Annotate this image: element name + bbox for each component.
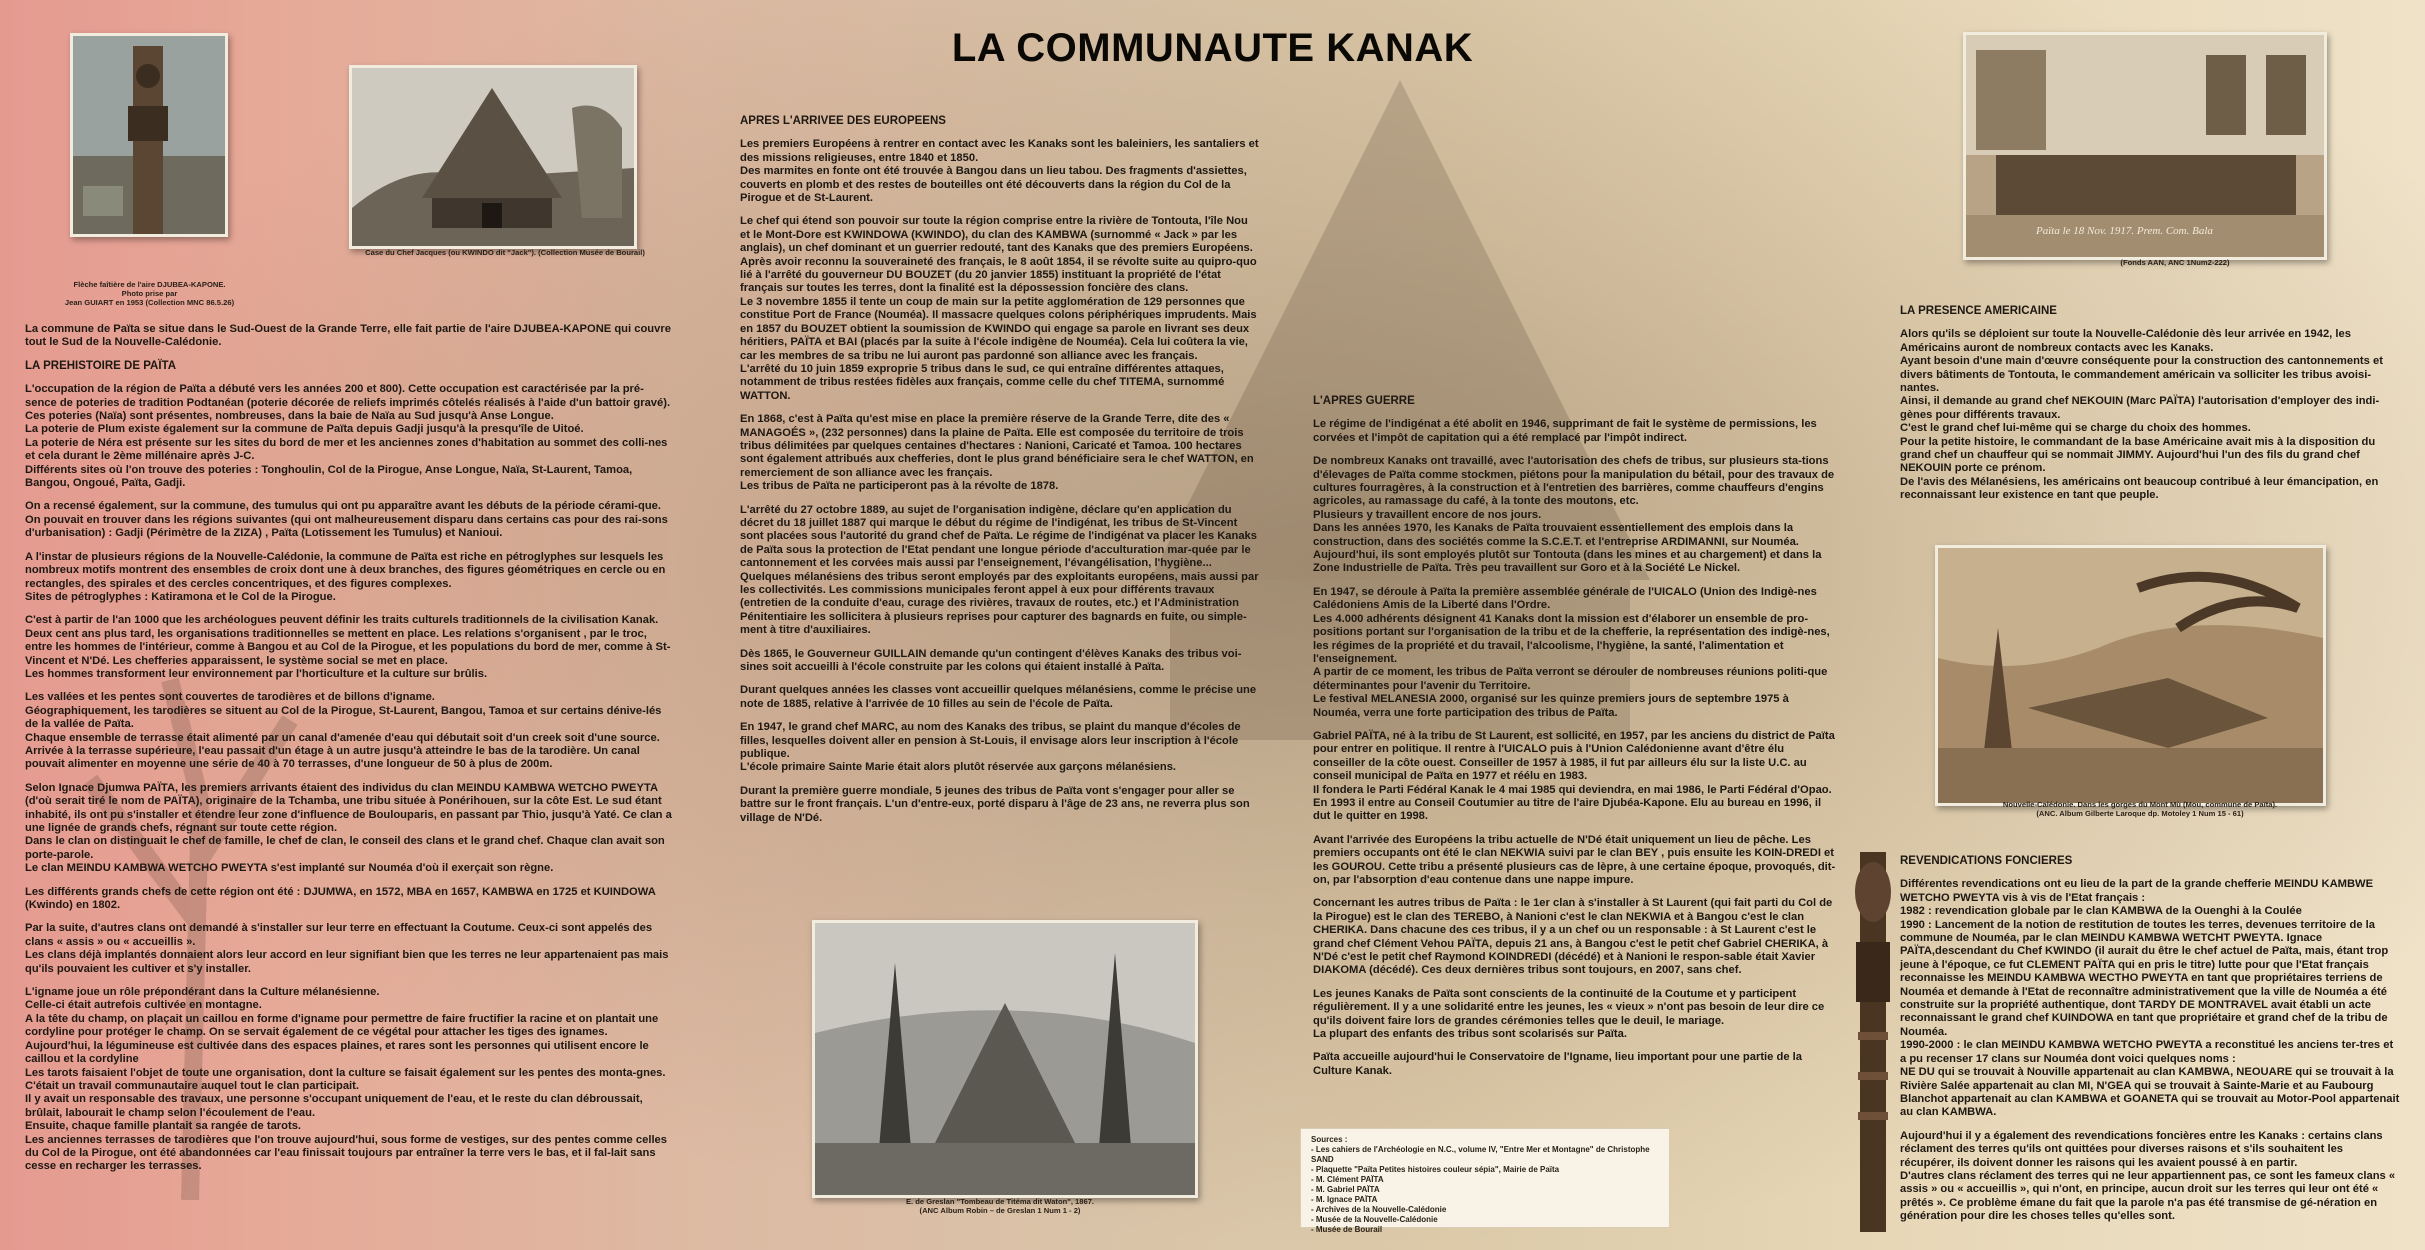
paragraph: Durant quelques années les classes vont accueillir quelques mélanésiens, comme le précise une note de 1885, relative à l'arrivée de 10 filles au sein de l'école de Païta. bbox=[740, 684, 1257, 710]
paragraph: L'occupation de la région de Païta a débuté vers les années 200 et 800). Cette occupation est caractérisée par la pré-sence de poteries de tradition Podtanéan (poterie décorée de reliefs imprimés côtelés réalisés à l'aide d'un battoir gravé). Ces poteries (Naïa) sont présentes, nombreuses, dans la baie de Naïa au Sud jusqu'à Anse Longue. La poterie de Plum existe également sur la commune de Païta depuis Gadji jusqu'à la presqu'île de Uitoé. La poterie de Néra est présente sur les sites du bord de mer et les anciennes zones d'habitation au sommet des colli-nes et cela durant le 2ème millénaire après J-C. Différents sites où l'on trouve des poteries : Tonghoulin, Col de la Pirogue, Anse Longue, Naïa, St-Laurent, Tamoa, Bangou, Ongoué, Païta, Gadji. bbox=[25, 383, 671, 490]
paragraph: En 1868, c'est à Païta qu'est mise en place la première réserve de la Grande Terre, dite des « MANAGOÉS », (232 personnes) dans la plaine de Païta. Elle est composée du territoire de trois tribus délimitées par quelques centaines d'hectares : Nanioni, Caricaté et Tamoa. 100 hectares sont également attribués aux chefferies, dont le plus grand bénéficiaire sera le chef WATTON, en remerciement de son alliance avec les français. Les tribus de Païta ne participeront pas à la révolte de 1878. bbox=[740, 413, 1254, 493]
heading-presence-americaine: LA PRESENCE AMERICAINE bbox=[1900, 305, 2057, 317]
paragraph: Durant la première guerre mondiale, 5 jeunes des tribus de Païta vont s'engager pour aller se battre sur le front français. L'un d'entre-eux, porté disparu à l'âge de 23 ans, ne reverra plus son village de N'Dé. bbox=[740, 784, 1250, 824]
sources-box: Sources : - Les cahiers de l'Archéologie en N.C., volume IV, "Entre Mer et Montagne" de Christophe SAND - Plaquette "Païta Petites histoires couleur sépia", Mairie de Païta - M. Clément PAÏTA - M. Gabriel PAÏTA - M. Ignace PAÏTA - Archives de la Nouvelle-Calédonie - Musée de la Nouvelle-Calédonie - Musée de Bourail bbox=[1300, 1128, 1670, 1228]
heading-prehistoire: LA PREHISTOIRE DE PAÏTA bbox=[25, 359, 177, 372]
column-prehistoire bbox=[25, 323, 675, 1184]
paragraph: Gabriel PAÏTA, né à la tribu de St Laurent, est sollicité, en 1957, par les anciens du district de Païta pour entrer en politique. Il rentre à l'UICALO puis à l'Union Calédonienne avant d'être élu conseiller de la côte ouest. Conseiller de 1957 à 1985, il fut par ailleurs élu sur la liste U.C. au conseil municipal de Païta en 1977 et réélu en 1983. Il fondera le Parti Fédéral Kanak le 4 mai 1985 qui deviendra, en mai 1986, le Parti Fédéral d'Opao. En 1993 il entre au Conseil Coutumier au titre de l'aire Djubéa-Kapone. Elu au bureau en 1996, il dut le quitter en 1998. bbox=[1313, 729, 1835, 823]
caption-case-chef-jacques: Case du Chef Jacques (ou KWINDO dit "Jack"). (Collection Musée de Bourail) bbox=[365, 248, 645, 257]
heading-arrivee-europeens: APRES L'ARRIVEE DES EUROPEENS bbox=[740, 115, 946, 127]
paragraph: En 1947, le grand chef MARC, au nom des Kanaks des tribus, se plaint du manque d'écoles de filles, lesquelles doivent aller en pension à St-Louis, il envisage alors leur inscription à l'école publique. L'école primaire Sainte Marie était alors plutôt réservée aux garçons mélanésiens. bbox=[740, 721, 1241, 774]
column-revendications-foncieres bbox=[1900, 855, 2400, 1234]
paragraph: C'est à partir de l'an 1000 que les archéologues peuvent définir les traits culturels traditionnels de la civilisation Kanak. Deux cent ans plus tard, les organisations traditionnelles se mettent en place. Les relations s'organisent , par le troc, entre les hommes de l'intérieur, comme à Bangou et au Col de la Pirogue, et les populations du bord de mer, comme à St-Vincent et N'Dé. Les chefferies apparaissent, le système social se met en place. Les hommes transforment leur environnement par l'horticulture et la culture sur brûlis. bbox=[25, 614, 671, 680]
paragraph: On a recensé également, sur la commune, des tumulus qui ont pu apparaître avant les débuts de la période cérami-que. On pouvait en trouver dans les régions suivantes (qui ont malheureusement disparu dans certains cas pour des rai-sons d'urbanisation) : Gadji (Périmètre de la ZIZA) , Païta (Lotissement les Tumulus) et Nanioui. bbox=[25, 500, 668, 540]
column-arrivee-europeens bbox=[740, 115, 1260, 835]
paragraph: Païta accueille aujourd'hui le Conservatoire de l'Igname, lieu important pour une partie de la Culture Kanak. bbox=[1313, 1051, 1802, 1077]
caption-gorges-mont-mu: Nouvelle-Calédonie. Dans les gorges du Mont Mù (Mou, commune de Païta). (ANC. Album Gilberte Laroque dp. Motoley 1 Num 15 - 61) bbox=[2002, 800, 2278, 818]
paragraph: Avant l'arrivée des Européens la tribu actuelle de N'Dé était uniquement un lieu de pêche. Les premiers occupants ont été le clan NEKWIA suivi par le clan BEY , puis ensuite les KOIN-DREDI et les GOUROU. Cette tribu a présenté plusieurs cas de lèpre, à une certaine époque, provoqués, dit-on, par l'absorption d'eau contenue dans une nappe impure. bbox=[1313, 833, 1836, 886]
paragraph: Le régime de l'indigénat a été abolit en 1946, supprimant de fait le système de permissions, les corvées et l'impôt de capitation qui a été remplacé par l'impôt indirect. bbox=[1313, 418, 1817, 444]
intro-paragraph: La commune de Païta se situe dans le Sud-Ouest de la Grande Terre, elle fait partie de l'aire DJUBEA-KAPONE qui couvre tout le Sud de la Nouvelle-Calédonie. bbox=[25, 323, 671, 349]
heading-revendications-foncieres: REVENDICATIONS FONCIERES bbox=[1900, 855, 2073, 867]
photo-premiere-communion bbox=[1963, 32, 2327, 260]
column-apres-guerre bbox=[1313, 395, 1838, 1088]
column-presence-americaine bbox=[1900, 305, 2400, 513]
paragraph: Différentes revendications ont eu lieu de la part de la grande chefferie MEINDU KAMBWE WETCHO PWEYTA vis à vis de l'Etat français : 1982 : revendication globale par le clan KAMBWA de la Ouenghi à la Coulée 1990 : Lancement de la notion de restitution de toutes les terres, devenues territoire de la commune de Nouméa, par le clan MEINDU KAMBWA WETCHT PWEYTA. Ignace PAÏTA,descendant du Chef KWINDO (il aurait du être le chef actuel de Païta, mais, étant trop jeune à l'époque, ce fut CLEMENT PAÏTA qui en pris le titre) lutte pour que l'Etat français reconnaisse les MEINDU KAMBWA WECTHO PWEYTA en tant que propriétaires terriens de Nouméa et demande à l'Etat de reconnaître administrativement que la ville de Nouméa a été construite sur la propriété authentique, dont TARDY DE MONTRAVEL avait établi un acte reconnaissant le grand chef KUINDOWA en tant que propriétaire et grand chef de la tribu de Nouméa. 1990-2000 : le clan MEINDU KAMBWA WETCHO PWEYTA a reconstitué les anciens ter-tres et a pu recenser 17 clans sur Nouméa dont voici quelques noms : NE DU qui se trouvait à Nouville appartenait au clan KAMBWA, NEOUARE qui se trouvait à la Rivière Salée appartenait au clan MI, N'GEA qui se trouvait à Sainte-Marie et au Faubourg Blanchot appartenait au clan KAMBWA et GOANETA qui se trouvait au Motor-Pool appartenait au clan KAMBWA. bbox=[1900, 878, 2400, 1119]
paragraph: Le chef qui étend son pouvoir sur toute la région comprise entre la rivière de Tontouta, l'île Nou et le Mont-Dore est KWINDOWA (KWINDO), du clan des KAMBWA (surnommé « Jack » par les anglais), un chef dominant et un guerrier redouté, tant des Kanaks que des premiers Européens. Après avoir reconnu la souveraineté des français, le 8 août 1854, il se révolte suite au quipro-quo lié à l'arrêté du gouverneur DU BOUZET (du 20 janvier 1855) instituant la propriété de l'état français sur toutes les terres, dont la finalité est la dépossession foncière des clans. Le 3 novembre 1855 il tente un coup de main sur la petite agglomération de 129 personnes que constitue Port de France (Nouméa). Il massacre quelques colons périphériques imprudents. Mais en 1857 du BOUZET obtient la soumission de KWINDO qui engage sa parole en livrant ses deux héritiers, PAÏTA et BAI (placés par la suite à l'école indigène de Nouméa). Cela lui coûtera la vie, car les membres de sa tribu ne lui auront pas pardonné son alliance avec les français. L'arrêté du 10 juin 1859 exproprie 5 tribus dans le sud, ce qui entraîne différentes attaques, notamment de tribus restées fidèles aux français, comme celle du chef TITEMA, surnommé WATTON. bbox=[740, 215, 1257, 402]
paragraph: Dès 1865, le Gouverneur GUILLAIN demande qu'un contingent d'élèves Kanaks des tribus voi-sines soit accueilli à l'école construite par les colons qui étaient installé à Païta. bbox=[740, 647, 1242, 674]
heading-apres-guerre: L'APRES GUERRE bbox=[1313, 395, 1415, 407]
photo-case-chef-jacques bbox=[349, 65, 637, 249]
paragraph: Par la suite, d'autres clans ont demandé à s'installer sur leur terre en effectuant la Coutume. Ceux-ci sont appelés des clans « assis » ou « accueillis ». Les clans déjà implantés donnaient alors leur accord en leur signifiant bien que les terres ne leur appartenaient pas mais qu'ils pouvaient les cultiver et s'y installer. bbox=[25, 922, 669, 975]
paragraph: Les différents grands chefs de cette région ont été : DJUMWA, en 1572, MBA en 1657, KAMBWA en 1725 et KUINDOWA (Kwindo) en 1802. bbox=[25, 885, 656, 912]
paragraph: L'arrêté du 27 octobre 1889, au sujet de l'organisation indigène, déclare qu'en application du décret du 18 juillet 1887 qui marque le début du régime de l'indigénat, les tribus de St-Vincent sont placées sous l'autorité du grand chef de Païta. Le régime de l'indigénat va placer les Kanaks de Païta sous la protection de l'Etat pendant une longue période d'acculturation mar-quée par le cantonnement et les corvées mais aussi par l'enseignement, l'évangélisation, l'hygiène... Quelques mélanésiens des tribus seront employés par des exploitants européens, mais aussi par les collectivités. Les commissions municipales feront appel à eux pour différents travaux (entretien de la conduite d'eau, curage des rivières, travaux de routes, etc.) et l'Administration Pénitentiaire les sollicitera à plusieurs reprises pour capturer des bagnards en fuite, ou simple-ment à titre d'auxiliaires. bbox=[740, 503, 1259, 637]
paragraph: Les premiers Européens à rentrer en contact avec les Kanaks sont les baleiniers, les santaliers et des missions religieuses, entre 1840 et 1850. Des marmites en fonte ont été trouvée à Bangou dans un lieu tabou. Des fragments d'assiettes, couverts en plomb et des restes de bouteilles ont été découverts dans la région du Col de la Pirogue et de St-Laurent. bbox=[740, 138, 1259, 205]
paragraph: Aujourd'hui il y a également des revendications foncières entre les Kanaks : certains clans réclament des terres qu'ils ont quittées pour diverses raisons et s'ils souhaitent les récupérer, ils doivent donner les raisons qui les avaient poussé à en partir. D'autres clans réclament des terres qui ne leur appartiennent pas, ce sont les fameux clans « assis » ou « accueillis », qui n'ont, en principe, aucun droit sur les terres qui leur ont été « prêtés ». Ce problème émane du fait que la parole n'a pas été transmise de gé-nération en génération pour dire les choses telles qu'elles sont. bbox=[1900, 1129, 2396, 1223]
caption-tombeau-titema: E. de Greslan "Tombeau de Titéma dit Waton", 1867. (ANC Album Robin – de Greslan 1 Num 1 - 2) bbox=[905, 1197, 1095, 1215]
photo-gorges-mont-mu bbox=[1935, 545, 2326, 806]
paragraph: Les jeunes Kanaks de Païta sont conscients de la continuité de la Coutume et y participent régulièrement. Il y a une solidarité entre les jeunes, les « vieux » n'ont pas besoin de leur dire ce qu'ils doivent faire lors de grandes cérémonies telles que le deuil, le mariage. La plupart des enfants des tribus sont scolarisés sur Païta. bbox=[1313, 987, 1825, 1041]
caption-premiere-communion: (Fonds AAN, ANC 1Num2-222) bbox=[2120, 258, 2230, 267]
paragraph: Selon Ignace Djumwa PAÏTA, les premiers arrivants étaient des individus du clan MEINDU KAMBWA WETCHO PWEYTA (d'où serait tiré le nom de PAÏTA), originaire de la Tchamba, une tribu située à Ponérihouen, sur la côte Est. Le sud étant inhabité, ils ont pu s'installer et étendre leur zone d'influence de Boulouparis, en passant par Thio, jusqu'à Yaté. Ce clan a une lignée de grands chefs, régnant sur toute cette région. Dans le clan on distinguait le chef de famille, le chef de clan, le conseil des clans et le grand chef. Chaque clan avait son porte-parole. Le clan MEINDU KAMBWA WETCHO PWEYTA s'est implanté sur Nouméa d'où il exerçait son règne. bbox=[25, 781, 672, 875]
panel-title: LA COMMUNAUTE KANAK bbox=[951, 26, 1474, 70]
carved-statue-image bbox=[1848, 852, 1898, 1232]
paragraph: De nombreux Kanaks ont travaillé, avec l'autorisation des chefs de tribus, sur plusieurs sta-tions d'élevages de Païta comme stockmen, piétons pour la manipulation du bétail, pour des travaux de cultures fourragères, à la construction et à l'entretien des barrières, comme chauffeurs d'engins agricoles, au ramassage du café, à la tonte des moutons, etc. Plusieurs y travaillent encore de nos jours. Dans les années 1970, les Kanaks de Païta trouvaient essentiellement des emplois dans la construction, dans des sociétés comme la S.C.E.T. et l'entreprise ARDIMANNI, sur Nouméa. Aujourd'hui, ils sont employés plutôt sur Tontouta (dans les mines et au chargement) et dans la Zone Industrielle de Païta. Très peu travaillent sur Goro et à la Société Le Nickel. bbox=[1313, 455, 1835, 575]
photo-fleche-faitiere bbox=[70, 33, 228, 237]
paragraph: A l'instar de plusieurs régions de la Nouvelle-Calédonie, la commune de Païta est riche en pétroglyphes sur lesquels les nombreux motifs montrent des ensembles de croix dont une à deux branches, des figures géométriques en cercle ou en rectangles, des spirales et des cercles concentriques, et des figures complexes. Sites de pétroglyphes : Katiramona et le Col de la Pirogue. bbox=[25, 550, 666, 603]
paragraph: Les vallées et les pentes sont couvertes de tarodières et de billons d'igname. Géographiquement, les tarodières se situent au Col de la Pirogue, St-Laurent, Bangou, Tamoa et sur certains dénive-lés de la vallée de Païta. Chaque ensemble de terrasse était alimenté par un canal d'amenée d'eau qui débutait soit d'un creek soit d'une source. Arrivée à la terrasse supérieure, l'eau passait d'un étage à un autre jusqu'à atteindre le bas de la tarodière. Un canal pouvait alimenter en moyenne une série de 40 à 70 terrasses, d'une longueur de 50 à plus de 200m. bbox=[25, 691, 662, 771]
paragraph: Concernant les autres tribus de Païta : le 1er clan à s'installer à St Laurent (qui fait parti du Col de la Pirogue) est le clan des TEREBO, à Nanioni c'est le clan NEKWIA et à Bangou c'est le clan CHERIKA. Dans chacune des ces tribus, il y a un chef ou un responsable : à St Laurent c'est le grand chef Clément Vehou PAÏTA, depuis 21 ans, à Bangou c'est le petit chef Gabriel CHERIKA, à N'Dé c'est le petit chef Raymond KOINDREDI (décédé) et à Nanioni le respon-sable était Xavier DIAKOMA (décédé). Ces deux dernières tribus sont toujours, en 2007, sans chef. bbox=[1313, 897, 1833, 977]
paragraph: Alors qu'ils se déploient sur toute la Nouvelle-Calédonie dès leur arrivée en 1942, les Américains auront de nombreux contacts avec les Kanaks. Ayant besoin d'une main d'œuvre conséquente pour la construction des cantonnements et divers bâtiments de Tontouta, le commandement américain va solliciter les tribus avoisi-nantes. Ainsi, il demande au grand chef NEKOUIN (Marc PAÏTA) l'autorisation d'employer des indi-gènes pour différents travaux. C'est le grand chef lui-même qui se charge du choix des hommes. Pour la petite histoire, le commandant de la base Américaine avait mis à la disposition du grand chef un chauffeur qui se nommait JIMMY. Aujourd'hui l'un des fils du grand chef NEKOUIN porte ce prénom. De l'avis des Mélanésiens, les américains ont beaucoup contribué à leur émancipation, en reconnaissant leur existence en tant que peuple. bbox=[1900, 328, 2383, 502]
paragraph: En 1947, se déroule à Païta la première assemblée générale de l'UICALO (Union des Indigè-nes Calédoniens Amis de la Liberté dans l'Ordre. Les 4.000 adhérents désignent 41 Kanaks dont la mission est d'élaborer un ensemble de pro-positions portant sur l'organisation de la tribu et de la chefferie, la représentation des indigè-nes, les régimes de la propriété et du travail, l'alcoolisme, l'hygiène, la santé, l'alimentation et l'enseignement. A partir de ce moment, les tribus de Païta verront se dérouler de nombreuses réunions politi-que déterminantes pour l'avenir du Territoire. Le festival MELANESIA 2000, organisé sur les quinze premiers jours de septembre 1975 à Nouméa, verra une forte participation des tribus de Païta. bbox=[1313, 585, 1830, 719]
paragraph: L'igname joue un rôle prépondérant dans la Culture mélanésienne. Celle-ci était autrefois cultivée en montagne. A la tête du champ, on plaçait un caillou en forme d'igname pour permettre de faire fructifier la racine et on plantait une cordyline pour protéger le champ. On se servait également de ce végétal pour attacher les tiges des ignames. Aujourd'hui, la légumineuse est cultivée dans des espaces plaines, et rares sont les personnes qui utilisent encore le caillou et la cordyline Les tarots faisaient l'objet de toute une organisation, dont la culture se faisait également sur les pentes des monta-gnes. C'était un travail communautaire auquel tout le clan participait. Il y avait un responsable des travaux, une personne s'occupant uniquement de l'eau, et le reste du clan débroussait, brûlait, labourait le champ selon l'écoulement de l'eau. Ensuite, chaque famille plantait sa rangée de tarots. Les anciennes terrasses de tarodières que l'on trouve aujourd'hui, sous forme de vestiges, sur des pentes comme celles du Col de la Pirogue, ont été abandonnées car l'eau finissait toujours par entraîner la terre vers le bas, et il fal-lait sans cesse en recharger les terrasses. bbox=[25, 986, 667, 1173]
photo-inscription: Païta le 18 Nov. 1917. Prem. Com. Bala bbox=[2036, 225, 2213, 237]
photo-tombeau-titema bbox=[812, 920, 1198, 1198]
caption-fleche-faitiere: Flèche faîtière de l'aire DJUBEA-KAPONE. Photo prise par Jean GUIART en 1953 (Collection MNC 86.5.26) bbox=[64, 280, 235, 307]
